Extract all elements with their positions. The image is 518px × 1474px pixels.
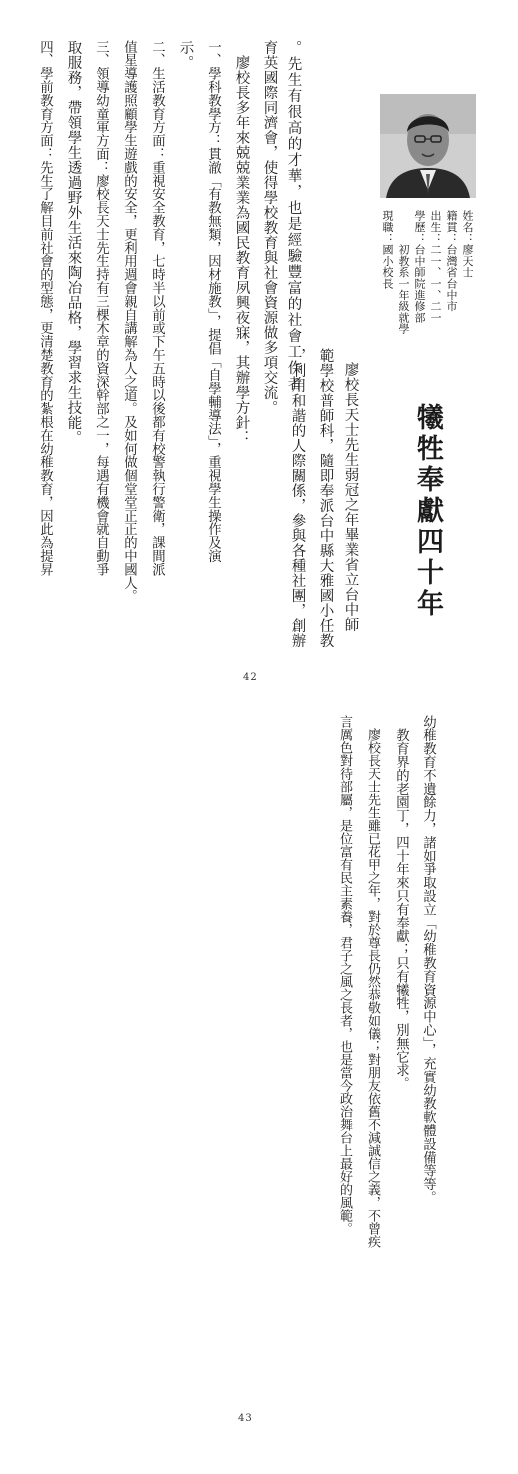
page-number: 43 [238, 1413, 253, 1424]
profile-line: 現職：國小校長 [381, 210, 394, 290]
profile-line: 學歷：台中師院進修部 [413, 210, 426, 323]
intro-line: 範學校普師科，隨即奉派台中縣大雅國小任教 [317, 348, 334, 648]
profile-line: 出生：二一、一、二一 [429, 210, 442, 323]
intro-line: 育英國際同濟會，使得學校教育與社會資源做多項交流。 [261, 40, 278, 415]
profile-line: 籍貫：台灣省台中市 [445, 210, 458, 312]
page-43 [0, 695, 518, 1474]
profile-line: 初教系一年級就學 [397, 210, 410, 335]
body-line: 四、學前教育方面：先生了解目前社會的型態，更清楚教育的紮根在幼稚教育，因此為提昇 [37, 40, 53, 576]
body-line: 教育界的老園丁，四十年來只有奉獻；只有犧牲，別無它求。 [393, 715, 409, 1091]
portrait-photo [380, 94, 476, 198]
page-number: 42 [243, 672, 258, 683]
body-line: 言厲色對待部屬，是位富有民主素養，君子之風之長者，也是當今政治舞台上最好的風範。 [337, 715, 352, 1235]
page-42 [0, 0, 518, 695]
intro-line: ，利用和諧的人際關係，參與各種社團，創辦 [289, 348, 306, 648]
body-line: 幼稚教育不遺餘力，諸如爭取設立「幼稚教育資源中心」，充實幼教軟體設備等等。 [420, 715, 436, 1205]
intro-line: 。先生有很高的才華，也是經驗豐富的社會工作者 [285, 40, 302, 392]
body-line: 取服務，帶領學生透過野外生活來陶冶品格，學習求生技能。 [65, 40, 82, 445]
article-title: 犧牲奉獻四十年 [412, 403, 443, 620]
portrait-image [380, 94, 476, 198]
body-line: 二、生活教育方面：重視安全教育，七時半以前或下午五時以後都有校警執行警衛，課間派 [149, 40, 165, 576]
body-line: 示。 [177, 40, 194, 70]
body-line: 值星導護照顧學生遊戲的安全，更利用週會親自講解為人之道。及如何做個堂堂正正的中國人。 [121, 40, 137, 603]
body-line: 一、學科教學方：貫澈「有教無類，因材施教」，提倡「自學輔導法」，重視學生操作及演 [205, 40, 221, 563]
intro-line: 廖校長天士先生弱冠之年畢業省立台中師 [342, 362, 359, 632]
body-line: 廖校長多年來兢兢業業為國民教育夙興夜寐，其辦學方針： [233, 40, 250, 445]
profile-line: 姓名：廖天士 [461, 210, 474, 278]
body-line: 廖校長天士先生雖已花甲之年，對於尊長仍然恭敬如儀；對朋友依舊不減誠信之義，不曾疾 [365, 715, 380, 1248]
body-line: 三、領導幼童軍方面：廖校長天士先生持有三棵木章的資深幹部之一，每遇有機會就自動爭 [93, 40, 109, 576]
